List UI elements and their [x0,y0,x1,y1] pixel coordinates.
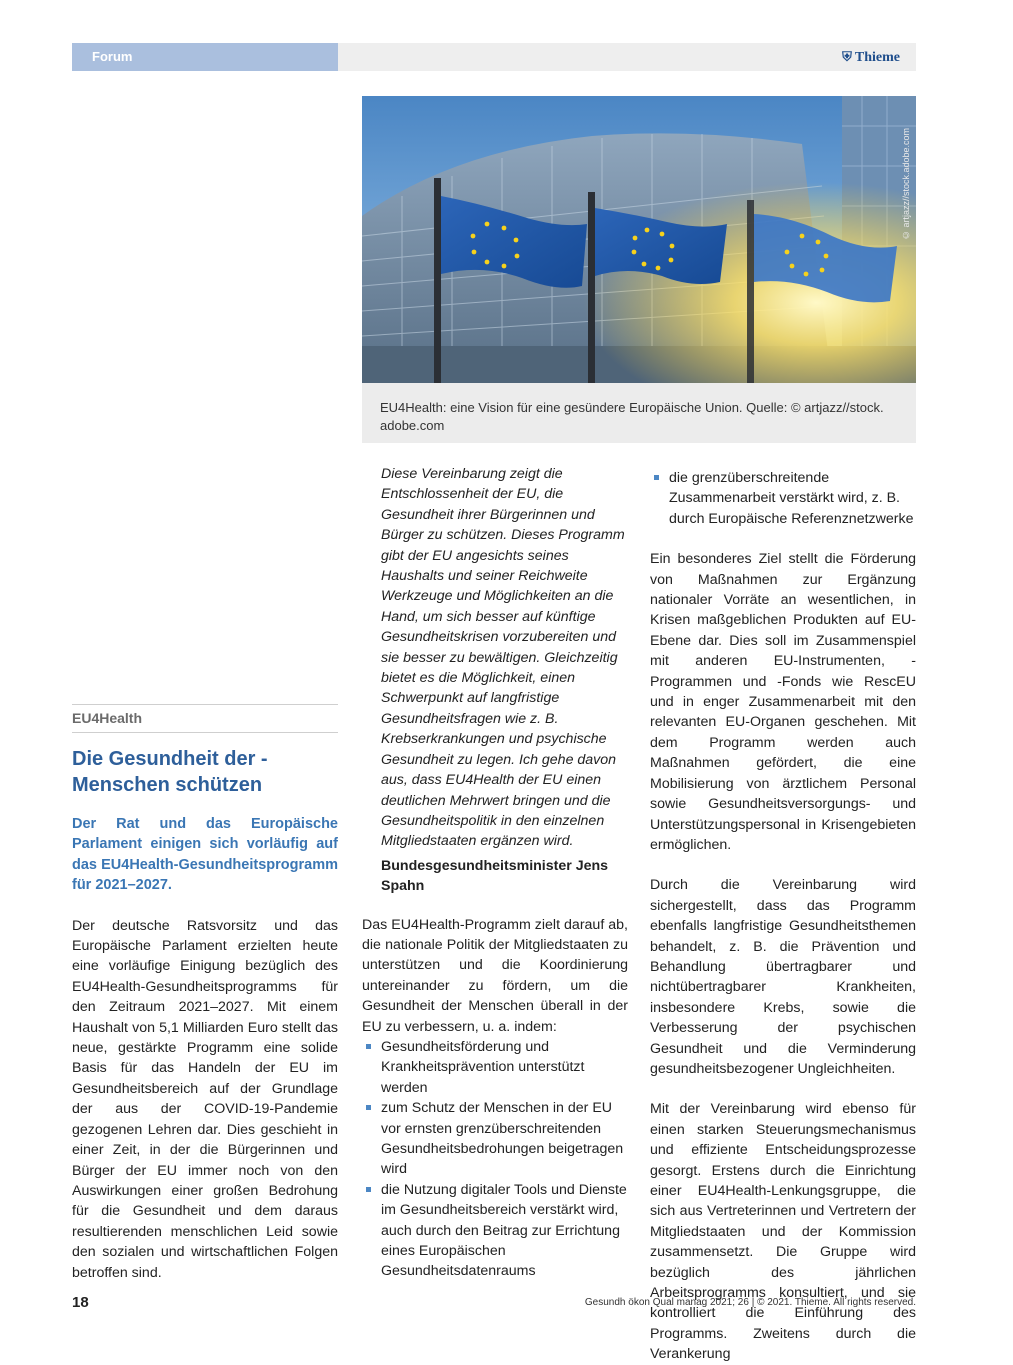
bullet-list [362,1037,628,1282]
bullet-square-icon [366,1187,371,1192]
body-paragraph-1: Der deutsche Ratsvorsitz und das Europäische Parlament erzielten heute eine vorläufige Einigung bezüglich des EU4Health-Gesundheitsprogramms für den Zeitraum 2021–2027. Mit einem Haushalt von 5,1 Milliarden Euro stellt das neue, gestärkte Programm eine solide Basis für das Handeln der EU im Gesundheitsbereich auf der Grundlage der aus der COVID-19-Pandemie gezogenen Lehren dar. Dies geschieht in einer Zeit, in der die Bürgerinnen und Bürger der EU immer noch von den Auswirkungen einer großen Bedrohung für die Gesundheit und dem daraus resultierenden menschlichen Leid sowie den sozialen und wirtschaftlichen Folgen betroffen sind. [72,917,338,1281]
shield-icon: ⛨ [842,49,852,64]
body-paragraph-4: Durch die Vereinbarung wird sichergestellt, dass das Programm ebenfalls langfristige Gesundheitsthemen behandelt, z. B. die Prävention und Behandlung übertragbarer und nichtübertragbarer Krankheiten, insbesondere Krebs, sowie die Verbesserung der psychischen Gesundheit und die Verminderung gesundheitsbezogener Ungleichheiten. [650,877,916,1077]
lead-paragraph: Der Rat und das Europäische Parlament einigen sich vorläufig auf das EU4Health-Gesundheitsprogramm für 2021–2027. [72,816,338,894]
article-title [72,746,338,798]
list-item: die grenzüberschreitende Zusammenarbeit verstärkt wird, z. B. durch Europäische Referenznetzwerke [650,468,916,529]
journal-citation: Gesundh ökon Qual manag 2021; 26 | © 2021. Thieme. All rights reserved. [584,1297,916,1308]
publisher-logo [842,43,900,72]
title-line-1: Die Gesundheit der - [72,748,268,770]
section-tab [72,43,338,71]
list-item: Gesundheitsförderung und Krankheitsprävention unterstützt werden [362,1037,628,1098]
page-number: 18 [72,1294,89,1311]
body-paragraph-2: Das EU4Health-Programm zielt darauf ab, die nationale Politik der Mitgliedstaaten zu unterstützen und die Koordinierung untereinander zu fördern, um die Gesundheit der Menschen überall in der EU zu verbessern, u. a. indem: [362,916,628,1035]
bullet-square-icon [366,1044,371,1049]
photo-credit: © artjazz//stock.adobe.com [901,127,911,240]
publisher-name: Thieme [854,50,900,65]
list-item: die Nutzung digitaler Tools und Dienste im Gesundheitsbereich verstärkt wird, auch durch den Beitrag zur Errichtung eines Europäischen Gesundheitsdatenraums [362,1180,628,1282]
section-label: EU4Health [72,704,338,733]
header-bar [338,43,916,71]
bullet-square-icon [654,475,659,480]
title-line-2: Menschen schützen [72,774,263,796]
figure-caption: EU4Health: eine Vision für eine gesündere Europäische Union. Quelle: © artjazz//stock. adobe.com [362,383,916,443]
middle-column [362,464,628,1282]
left-column [72,704,338,1283]
body-paragraph-3: Ein besonderes Ziel stellt die Förderung von Maßnahmen zur Ergänzung nationaler Vorräte an wesentlichen, in Krisen maßgeblichen Produkten auf EU-Ebene dar. Dies soll im Zusammenspiel mit anderen EU-Instrumenten, -Programmen und -Fonds wie RescEU und in enger Zusammenarbeit mit den relevanten EU-Organen geschehen. Mit dem Programm werden auch Maßnahmen gefördert, die eine Mobilisierung von ärztlichem Personal sowie Gesundheitsversorgungs- und Unterstützungspersonal in Krisengebieten ermöglichen. [650,551,916,853]
right-column [650,468,916,1365]
section-tab-label: Forum [92,49,133,64]
list-item: zum Schutz der Menschen in der EU vor ernsten grenzüberschreitenden Gesundheitsbedrohungen beigetragen wird [362,1098,628,1180]
eu-flags-photo [362,96,916,383]
quote-author: Bundesgesundheitsminister Jens Spahn [381,857,609,895]
bullet-square-icon [366,1105,371,1110]
pull-quote: Diese Vereinbarung zeigt die Entschlossenheit der EU, die Gesundheit ihrer Bürgerinnen und Bürger zu schützen. Dieses Programm gibt der EU angesichts seines Haushalts und seiner Reichweite Werkzeuge und Möglichkeiten an die Hand, um sich besser auf künftige Gesundheitskrisen vorzubereiten und sie besser zu bewältigen. Gleichzeitig bietet es die Möglichkeit, einen Schwerpunkt auf langfristige Gesundheitsfragen wie z. B. Krebserkrankungen und psychische Gesundheit zu legen. Ich gehe davon aus, dass EU4Health der EU einen deutlichen Mehrwert bringen und die Gesundheitspolitik in den einzelnen Mitgliedstaaten ergänzen wird. [381,466,625,850]
body-paragraph-5: Mit der Vereinbarung wird ebenso für einen starken Steuerungsmechanismus und effiziente Entscheidungsprozesse gesorgt. Erstens durch die Einrichtung einer EU4Health-Lenkungsgruppe, die sich aus Vertreterinnen und Vertretern der Mitgliedstaaten und der Kommission zusammensetzt. Die Gruppe wird bezüglich des jährlichen Arbeitsprogramms konsultiert, und sie kontrolliert die Einführung des Programms. Zweitens durch die Verankerung [650,1101,916,1363]
bullet-list-continued [650,468,916,529]
